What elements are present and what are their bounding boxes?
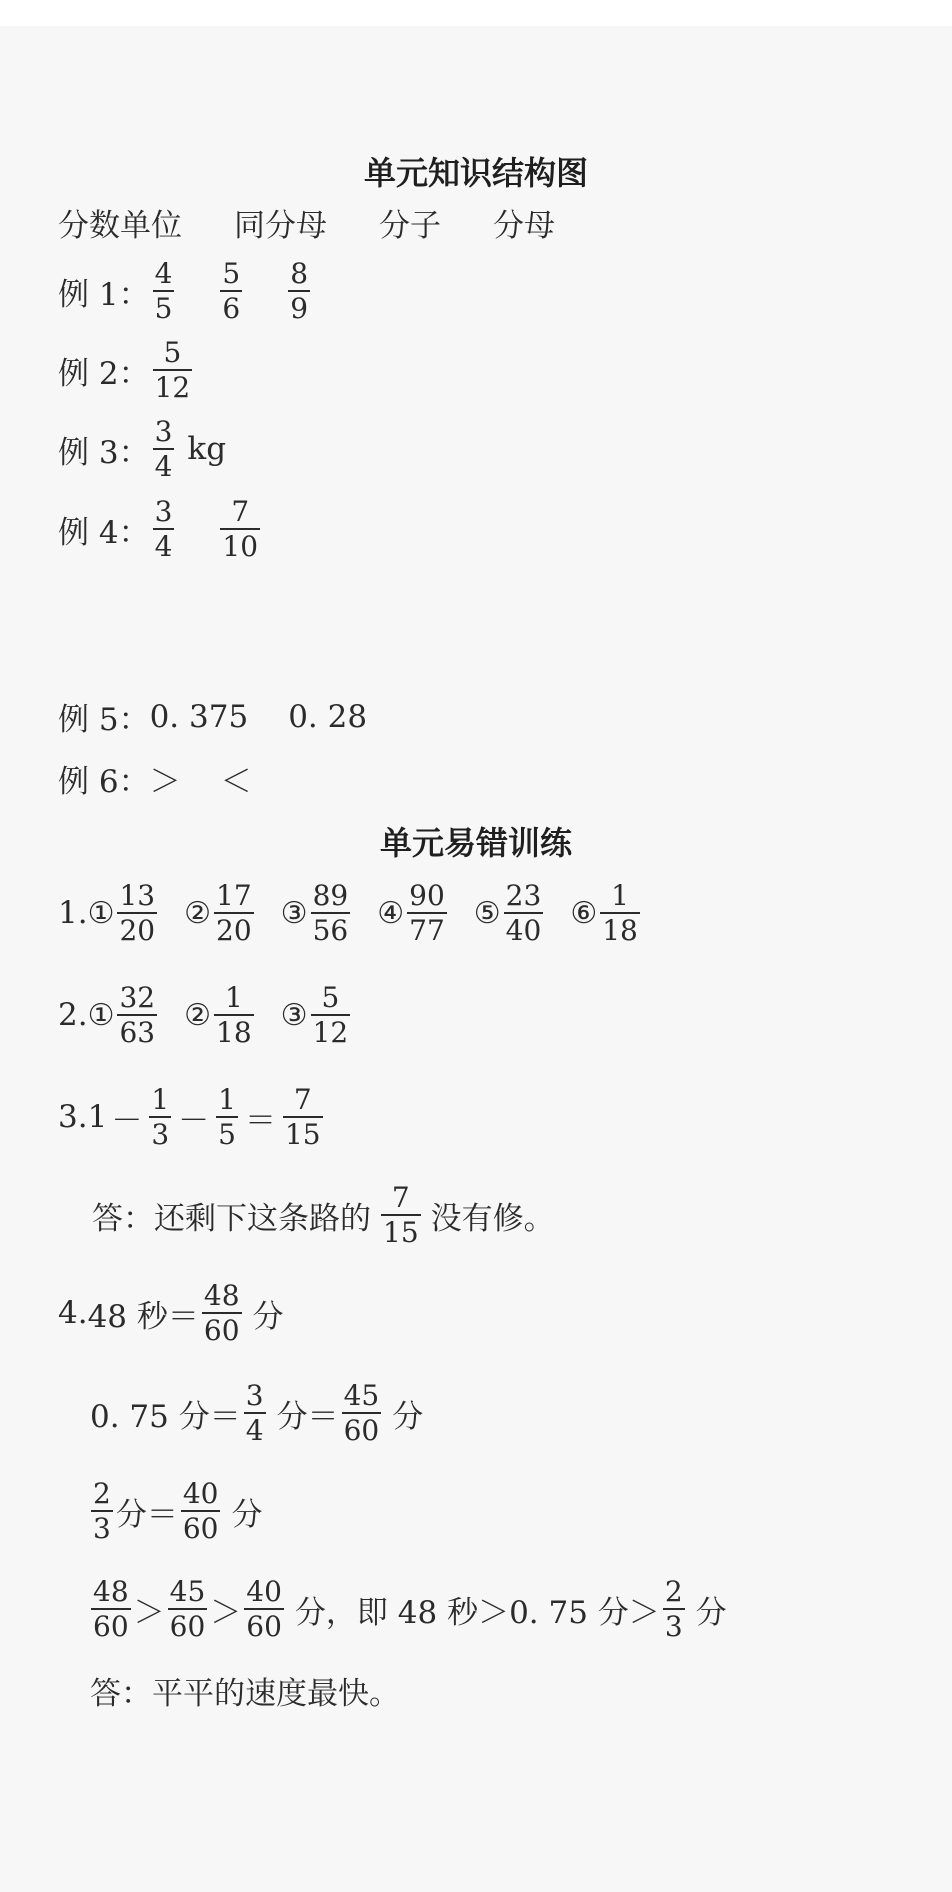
fraction: $\frac{8}{9}$ — [290, 257, 309, 326]
item-mark: ① — [87, 895, 115, 931]
example-2 — [58, 337, 195, 404]
fraction: $\frac{3}{4}$ — [245, 1379, 264, 1448]
fraction: $\frac{1}{18}$ — [602, 879, 638, 948]
fraction: $\frac{40}{60}$ — [182, 1477, 219, 1546]
unit-label: 分 — [392, 1398, 424, 1435]
expression-text: 分，即 48 秒＞0. 75 分＞ — [294, 1594, 660, 1631]
question-number: 1. — [58, 895, 88, 932]
item-mark: ① — [87, 997, 115, 1033]
greater-than-sign: ＞ — [210, 1594, 242, 1631]
fraction: $\frac{40}{60}$ — [246, 1575, 282, 1644]
expression-text: 48 秒＝ — [87, 1298, 199, 1335]
example-3 — [58, 416, 226, 483]
item-mark: ⑤ — [473, 895, 501, 931]
question-4-answer: 答：平平的速度最快。 — [90, 1676, 400, 1712]
example-5 — [58, 694, 367, 739]
item-mark: ③ — [280, 997, 308, 1033]
example-1 — [58, 258, 313, 325]
example-label: 例 3： — [58, 434, 150, 471]
question-number: 3. — [58, 1099, 88, 1136]
equals-sign: ＝ — [244, 1102, 276, 1139]
unit-label: 分 — [231, 1496, 263, 1533]
term: 分母 — [493, 208, 555, 244]
fraction: $\frac{7}{15}$ — [284, 1083, 321, 1152]
example-label: 例 5： — [58, 702, 150, 738]
value: 0. 28 — [288, 698, 368, 735]
question-1 — [58, 880, 643, 947]
fraction: $\frac{5}{6}$ — [222, 257, 241, 326]
answer-text: 没有修。 — [430, 1200, 555, 1237]
term: 同分母 — [234, 208, 327, 244]
term: 分数单位 — [58, 208, 182, 244]
fraction: $\frac{23}{40}$ — [505, 879, 542, 948]
expression-text: 分＝ — [115, 1496, 178, 1533]
fraction: $\frac{32}{63}$ — [119, 981, 156, 1050]
fraction: $\frac{3}{4}$ — [154, 495, 173, 564]
fraction: $\frac{1}{3}$ — [151, 1083, 170, 1152]
example-label: 例 1： — [58, 276, 150, 313]
fraction: $\frac{4}{5}$ — [154, 257, 173, 326]
item-mark: ⑥ — [570, 895, 598, 931]
fraction: $\frac{1}{18}$ — [216, 981, 252, 1050]
question-4-line-3 — [88, 1478, 262, 1545]
question-number: 4. — [58, 1295, 88, 1332]
fraction: $\frac{3}{4}$ — [154, 415, 173, 484]
minus-sign: － — [178, 1102, 210, 1139]
item-mark: ③ — [280, 895, 308, 931]
example-4 — [58, 496, 263, 563]
example-6 — [58, 756, 252, 801]
item-mark: ② — [184, 895, 212, 931]
question-3-answer — [92, 1182, 555, 1249]
whole-number: 1 — [87, 1099, 108, 1136]
expression-text: 0. 75 分＝ — [90, 1398, 241, 1435]
fraction: $\frac{2}{3}$ — [664, 1575, 683, 1644]
fraction: $\frac{13}{20}$ — [119, 879, 156, 948]
section-title-errors: 单元易错训练 — [379, 824, 572, 862]
fraction: $\frac{48}{60}$ — [203, 1279, 240, 1348]
example-label: 例 4： — [58, 514, 150, 551]
fraction: $\frac{90}{77}$ — [409, 879, 445, 948]
question-4-line-1 — [58, 1280, 284, 1347]
question-4-line-2 — [90, 1380, 423, 1447]
fraction: $\frac{7}{10}$ — [222, 495, 259, 564]
item-mark: ④ — [377, 895, 405, 931]
expression-text: 分＝ — [276, 1398, 339, 1435]
example-label: 例 6： — [58, 764, 150, 800]
answer-text: 答：还剩下这条路的 — [92, 1200, 371, 1237]
fraction: $\frac{5}{12}$ — [312, 981, 349, 1050]
fraction: $\frac{17}{20}$ — [216, 879, 252, 948]
page-top-band — [0, 0, 952, 26]
fraction: $\frac{1}{5}$ — [218, 1083, 236, 1152]
question-4-line-4 — [88, 1576, 727, 1643]
minus-sign: － — [111, 1102, 143, 1139]
question-number: 2. — [58, 997, 88, 1034]
unit-label: 分 — [695, 1594, 727, 1631]
item-mark: ② — [184, 997, 212, 1033]
symbol: ＞ — [149, 764, 181, 800]
term: 分子 — [379, 208, 441, 244]
unit-label: 分 — [252, 1298, 284, 1335]
example-label: 例 2： — [58, 355, 150, 392]
question-2 — [58, 982, 353, 1049]
unit-label: kg — [187, 431, 227, 468]
fraction: $\frac{48}{60}$ — [93, 1575, 129, 1644]
fraction: $\frac{45}{60}$ — [343, 1379, 380, 1448]
question-3-expression — [58, 1084, 326, 1151]
fraction: $\frac{5}{12}$ — [154, 336, 191, 405]
symbol: ＜ — [220, 764, 252, 800]
section-title-knowledge: 单元知识结构图 — [363, 154, 588, 192]
fraction: $\frac{2}{3}$ — [93, 1477, 111, 1546]
value: 0. 375 — [149, 698, 249, 735]
fraction: $\frac{45}{60}$ — [169, 1575, 206, 1644]
greater-than-sign: ＞ — [133, 1594, 165, 1631]
fraction: $\frac{89}{56}$ — [312, 879, 349, 948]
terms-line — [58, 200, 555, 245]
fraction: $\frac{7}{15}$ — [383, 1181, 419, 1250]
